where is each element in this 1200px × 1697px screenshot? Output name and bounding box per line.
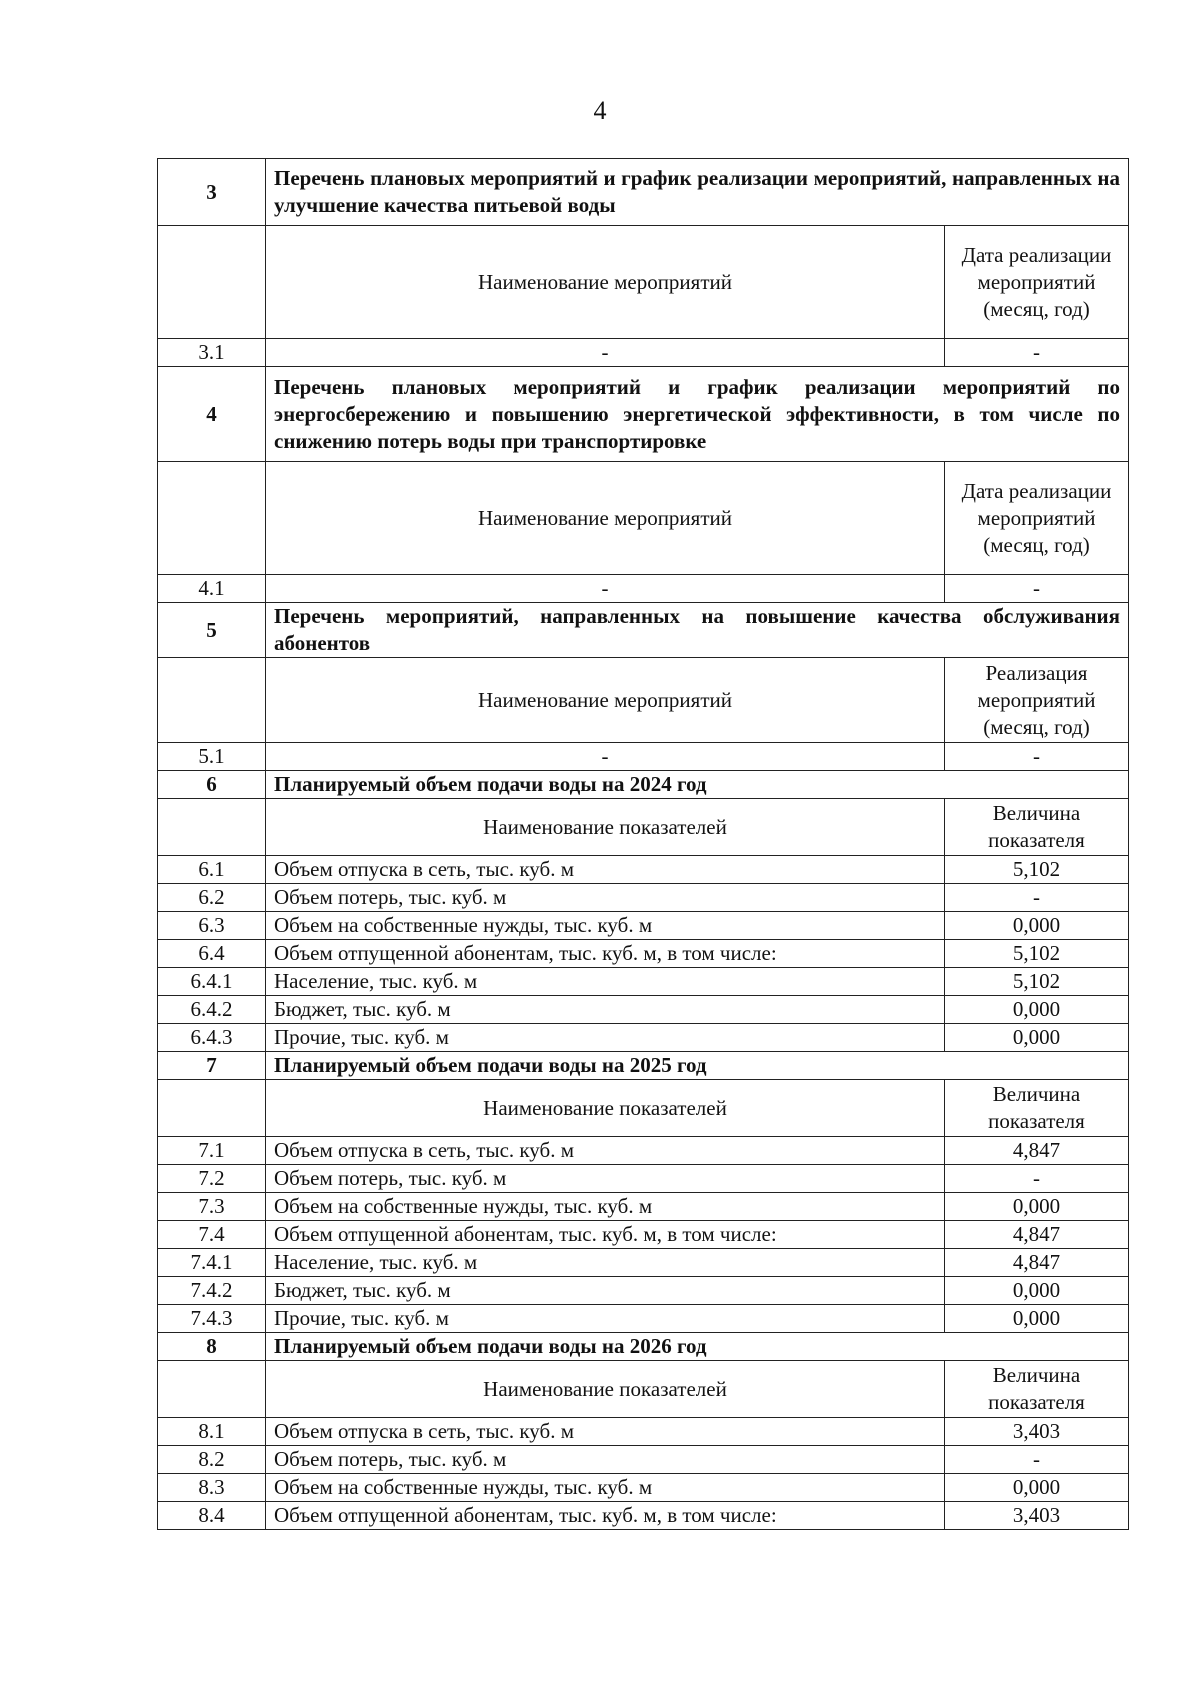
table-row: [158, 912, 1129, 940]
row-value: 0,000: [945, 912, 1129, 940]
section-title: Перечень плановых мероприятий и график реализации мероприятий по энергосбережению и повышению энергетической эффективности, в том числе по снижению потерь воды при транспортировке: [266, 367, 1129, 462]
section-header-row: [158, 603, 1129, 658]
row-number: 6.1: [158, 856, 266, 884]
row-value: -: [945, 575, 1129, 603]
table-row: [158, 884, 1129, 912]
row-name: Прочие, тыс. куб. м: [266, 1305, 945, 1333]
section-number: 7: [158, 1052, 266, 1080]
section-title: Планируемый объем подачи воды на 2026 год: [266, 1333, 1129, 1361]
column-header-row: [158, 226, 1129, 339]
empty-cell: [158, 658, 266, 743]
table-row: [158, 339, 1129, 367]
row-value: 5,102: [945, 940, 1129, 968]
column-header-name: Наименование мероприятий: [266, 658, 945, 743]
plan-table: [157, 158, 1129, 1530]
row-number: 6.4.1: [158, 968, 266, 996]
row-name: Население, тыс. куб. м: [266, 968, 945, 996]
empty-cell: [158, 226, 266, 339]
column-header-row: [158, 799, 1129, 856]
row-number: 8.2: [158, 1446, 266, 1474]
table-row: [158, 1277, 1129, 1305]
row-name: Объем отпущенной абонентам, тыс. куб. м, в том числе:: [266, 940, 945, 968]
section-header-row: [158, 771, 1129, 799]
row-value: -: [945, 339, 1129, 367]
row-name: Объем отпущенной абонентам, тыс. куб. м, в том числе:: [266, 1221, 945, 1249]
section-number: 5: [158, 603, 266, 658]
row-name: Объем отпуска в сеть, тыс. куб. м: [266, 1418, 945, 1446]
row-name: Объем отпуска в сеть, тыс. куб. м: [266, 856, 945, 884]
section-number: 4: [158, 367, 266, 462]
row-value: 4,847: [945, 1249, 1129, 1277]
column-header-value: Величина показателя: [945, 1080, 1129, 1137]
row-number: 8.1: [158, 1418, 266, 1446]
table-row: [158, 1446, 1129, 1474]
row-number: 6.3: [158, 912, 266, 940]
row-number: 7.4: [158, 1221, 266, 1249]
column-header-value: Дата реализации мероприятий (месяц, год): [945, 226, 1129, 339]
row-number: 7.4.3: [158, 1305, 266, 1333]
row-number: 6.4.3: [158, 1024, 266, 1052]
column-header-name: Наименование показателей: [266, 799, 945, 856]
row-name: Прочие, тыс. куб. м: [266, 1024, 945, 1052]
row-value: -: [945, 1165, 1129, 1193]
empty-cell: [158, 799, 266, 856]
row-name: Объем отпуска в сеть, тыс. куб. м: [266, 1137, 945, 1165]
column-header-row: [158, 1361, 1129, 1418]
row-name: Бюджет, тыс. куб. м: [266, 996, 945, 1024]
table-row: [158, 1249, 1129, 1277]
column-header-value: Величина показателя: [945, 1361, 1129, 1418]
column-header-name: Наименование мероприятий: [266, 462, 945, 575]
row-value: 5,102: [945, 968, 1129, 996]
row-number: 6.4: [158, 940, 266, 968]
row-name: Объем на собственные нужды, тыс. куб. м: [266, 1474, 945, 1502]
row-number: 7.4.1: [158, 1249, 266, 1277]
table-row: [158, 940, 1129, 968]
row-name: Объем потерь, тыс. куб. м: [266, 1165, 945, 1193]
row-number: 4.1: [158, 575, 266, 603]
row-name: -: [266, 339, 945, 367]
row-number: 8.4: [158, 1502, 266, 1530]
row-value: 0,000: [945, 1474, 1129, 1502]
column-header-name: Наименование показателей: [266, 1361, 945, 1418]
section-title: Перечень мероприятий, направленных на повышение качества обслуживания абонентов: [266, 603, 1129, 658]
row-name: Объем потерь, тыс. куб. м: [266, 1446, 945, 1474]
row-name: Объем на собственные нужды, тыс. куб. м: [266, 1193, 945, 1221]
section-number: 3: [158, 159, 266, 226]
column-header-row: [158, 658, 1129, 743]
section-title: Планируемый объем подачи воды на 2025 год: [266, 1052, 1129, 1080]
row-name: -: [266, 743, 945, 771]
section-title: Перечень плановых мероприятий и график реализации мероприятий, направленных на улучшение качества питьевой воды: [266, 159, 1129, 226]
table-row: [158, 968, 1129, 996]
table-row: [158, 1418, 1129, 1446]
row-name: Объем потерь, тыс. куб. м: [266, 884, 945, 912]
row-value: 4,847: [945, 1137, 1129, 1165]
column-header-row: [158, 1080, 1129, 1137]
row-number: 6.2: [158, 884, 266, 912]
table-row: [158, 856, 1129, 884]
row-number: 7.3: [158, 1193, 266, 1221]
row-value: 0,000: [945, 1277, 1129, 1305]
column-header-name: Наименование показателей: [266, 1080, 945, 1137]
row-value: 0,000: [945, 1193, 1129, 1221]
table-row: [158, 1221, 1129, 1249]
column-header-value: Величина показателя: [945, 799, 1129, 856]
row-value: 0,000: [945, 996, 1129, 1024]
column-header-value: Дата реализации мероприятий (месяц, год): [945, 462, 1129, 575]
row-value: 0,000: [945, 1305, 1129, 1333]
table-row: [158, 1305, 1129, 1333]
section-number: 8: [158, 1333, 266, 1361]
column-header-value: Реализация мероприятий (месяц, год): [945, 658, 1129, 743]
section-header-row: [158, 1052, 1129, 1080]
column-header-row: [158, 462, 1129, 575]
empty-cell: [158, 1361, 266, 1418]
table-row: [158, 996, 1129, 1024]
row-value: 3,403: [945, 1418, 1129, 1446]
section-number: 6: [158, 771, 266, 799]
table-row: [158, 1024, 1129, 1052]
row-value: 5,102: [945, 856, 1129, 884]
empty-cell: [158, 462, 266, 575]
row-number: 7.1: [158, 1137, 266, 1165]
page-number: 4: [593, 96, 607, 125]
table-row: [158, 1137, 1129, 1165]
row-name: Объем на собственные нужды, тыс. куб. м: [266, 912, 945, 940]
table-row: [158, 743, 1129, 771]
table-row: [158, 1193, 1129, 1221]
section-header-row: [158, 367, 1129, 462]
row-number: 7.2: [158, 1165, 266, 1193]
section-header-row: [158, 159, 1129, 226]
row-value: 0,000: [945, 1024, 1129, 1052]
row-name: Объем отпущенной абонентам, тыс. куб. м, в том числе:: [266, 1502, 945, 1530]
section-header-row: [158, 1333, 1129, 1361]
table-row: [158, 1474, 1129, 1502]
table-row: [158, 575, 1129, 603]
row-number: 6.4.2: [158, 996, 266, 1024]
empty-cell: [158, 1080, 266, 1137]
table-row: [158, 1502, 1129, 1530]
row-name: Бюджет, тыс. куб. м: [266, 1277, 945, 1305]
row-number: 8.3: [158, 1474, 266, 1502]
section-title: Планируемый объем подачи воды на 2024 год: [266, 771, 1129, 799]
row-number: 7.4.2: [158, 1277, 266, 1305]
table-row: [158, 1165, 1129, 1193]
row-value: 3,403: [945, 1502, 1129, 1530]
row-name: Население, тыс. куб. м: [266, 1249, 945, 1277]
row-number: 5.1: [158, 743, 266, 771]
row-number: 3.1: [158, 339, 266, 367]
row-value: -: [945, 884, 1129, 912]
row-name: -: [266, 575, 945, 603]
row-value: -: [945, 743, 1129, 771]
column-header-name: Наименование мероприятий: [266, 226, 945, 339]
row-value: -: [945, 1446, 1129, 1474]
row-value: 4,847: [945, 1221, 1129, 1249]
